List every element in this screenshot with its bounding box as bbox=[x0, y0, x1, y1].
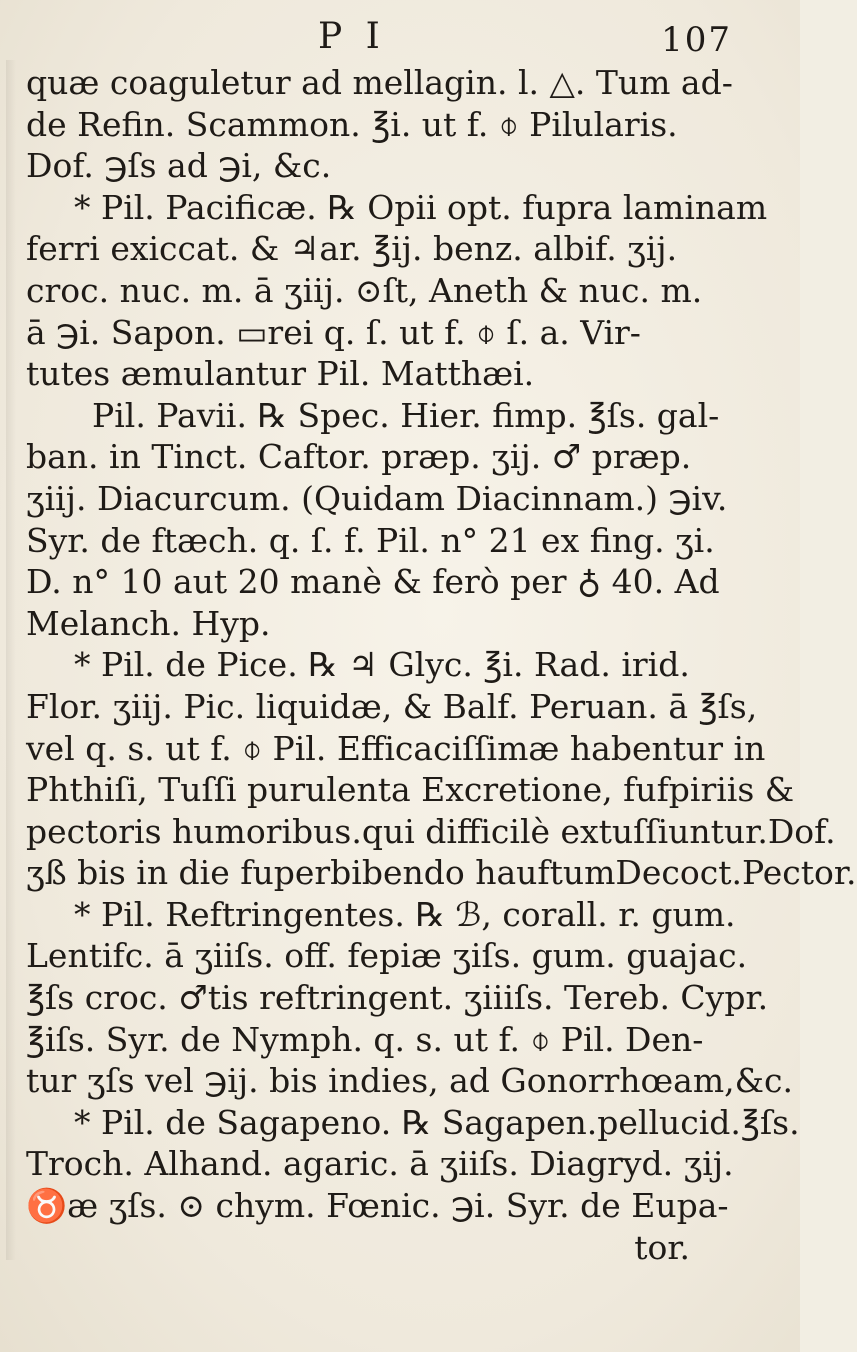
text-line: D. n° 10 aut 20 manè & ferò per ♁ 40. Ad bbox=[26, 562, 720, 602]
text-line: vel q. s. ut f. ⌽ Pil. Efficaciſſimæ habentur in bbox=[26, 728, 766, 768]
text-line: Lentifc. ā ʒiiſs. off. fepiæ ʒiſs. gum. guajac. bbox=[26, 936, 748, 976]
running-head bbox=[0, 10, 800, 60]
page-number: 107 bbox=[661, 20, 732, 60]
text-line: Syr. de ftæch. q. ſ. f. Pil. n° 21 ex fing. ʒi. bbox=[26, 520, 715, 560]
recipe-heading-line: * Pil. Reftringentes. ℞ ℬ, corall. r. gum. bbox=[74, 894, 736, 934]
text-line: ā ℈i. Sapon. ▭rei q. ſ. ut f. ⌽ ſ. a. Vir- bbox=[26, 312, 641, 352]
page-gutter-shadow bbox=[6, 60, 16, 1260]
text-line: ℥iſs. Syr. de Nymph. q. s. ut f. ⌽ Pil. Den- bbox=[26, 1019, 704, 1059]
text-line: Flor. ʒiij. Pic. liquidæ, & Balf. Peruan. ā ℥ſs, bbox=[26, 686, 758, 726]
text-line: tutes æmulantur Pil. Matthæi. bbox=[26, 354, 535, 394]
text-line: ♉æ ʒſs. ⊙ chym. Fœnic. ℈i. Syr. de Eupa- bbox=[26, 1186, 729, 1226]
text-line: Dof. ℈ſs ad ℈i, &c. bbox=[26, 146, 332, 186]
text-line: croc. nuc. m. ā ʒiij. ⊙ſt, Aneth & nuc. m. bbox=[26, 270, 703, 310]
recipe-heading-line: * Pil. Pacificæ. ℞ Opii opt. fupra laminam bbox=[74, 187, 768, 227]
catchword-line: tor. bbox=[634, 1227, 690, 1267]
text-line: ferri exiccat. & ♃ar. ℥ij. benz. albif. ʒij. bbox=[26, 229, 678, 269]
text-line: ℥ſs croc. ♂tis reftringent. ʒiiiſs. Tereb. Cypr. bbox=[26, 978, 769, 1018]
running-head-title: P I bbox=[318, 16, 386, 57]
text-line: ban. in Tinct. Caftor. præp. ʒij. ♂ præp. bbox=[26, 437, 692, 477]
text-line: Troch. Alhand. agaric. ā ʒiiſs. Diagryd. ʒij. bbox=[26, 1144, 734, 1184]
text-line: Melanch. Hyp. bbox=[26, 603, 271, 643]
text-line: quæ coaguletur ad mellagin. l. △. Tum ad- bbox=[26, 63, 733, 102]
text-line: Phthiſi, Tuſſi purulenta Excretione, fufpiriis & bbox=[26, 770, 795, 810]
text-line: ʒß bis in die fuperbibendo hauftumDecoct.Pector. bbox=[26, 853, 857, 893]
recipe-heading-line: * Pil. de Pice. ℞ ♃ Glyc. ℥i. Rad. irid. bbox=[74, 645, 690, 685]
text-line: de Refin. Scammon. ℥i. ut f. ⌽ Pilularis. bbox=[26, 104, 678, 144]
text-line: pectoris humoribus.qui difficilè extuſſiuntur.Dof. bbox=[26, 811, 836, 851]
recipe-heading-line: * Pil. de Sagapeno. ℞ Sagapen.pellucid.℥ſs. bbox=[74, 1102, 800, 1142]
recipe-heading-line: Pil. Pavii. ℞ Spec. Hier. fimp. ℥ſs. gal- bbox=[92, 395, 720, 435]
body-text bbox=[26, 62, 857, 1268]
text-line: tur ʒſs vel ℈ij. bis indies, ad Gonorrhœam,&c. bbox=[26, 1061, 793, 1101]
text-line: ʒiij. Diacurcum. (Quidam Diacinnam.) ℈iv. bbox=[26, 478, 728, 518]
